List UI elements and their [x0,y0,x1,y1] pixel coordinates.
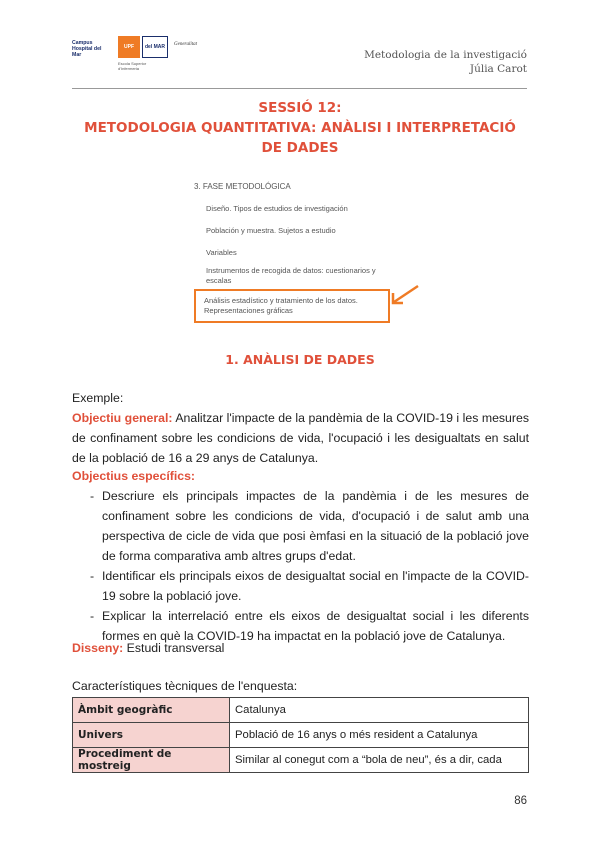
general-objective-label: Objectiu general: [72,411,173,425]
table-value: Similar al conegut com a “bola de neu”, és a dir, cada [230,748,529,773]
section-heading: 1. ANÀLISI DE DADES [225,352,375,367]
list-item: - Descriure els principals impactes de la pandèmia i de les mesures de confinament sobre les condicions de vida, d'ocupació i de salut amb una perspectiva de cicle de vida que posi èmfasi en la situació de la població jove de forma comparativa amb altres grups d'edat. [72,486,529,566]
design-label: Disseny: [72,641,124,655]
design [72,638,529,658]
table-value: Catalunya [230,698,529,723]
header-logos [72,36,232,74]
session-title: SESSIÓ 12: [258,100,342,116]
specific-objectives-label [72,466,529,486]
table-row [73,698,529,723]
author-name: Júlia Carot [469,63,527,75]
table-row [73,723,529,748]
table-row [73,748,529,773]
logo-subtitle: Escola Superior d'Infermeria [118,61,147,71]
hospital-logo: del MAR [142,36,168,58]
page-title [72,98,528,158]
general-objective-text: Analitzar l'impacte de la pandèmia de la COVID-19 i les mesures de confinament sobre les condicions de vida, l'ocupació i les desigualtats en salut de la població de 16 a 29 anys de Catalunya. [72,411,529,465]
table-key: Procediment de mostreig [73,748,230,773]
session-subtitle: METODOLOGIA QUANTITATIVA: ANÀLISI I INTERPRETACIÓ DE DADES [84,120,516,156]
list-item: - Explicar la interrelació entre els eixos de desigualtat social i les diferents formes en què la COVID-19 ha impactat en la població jove de Catalunya. [72,606,529,646]
specific-objectives-list [72,486,529,646]
figure-item: Diseño. Tipos de estudios de investigación [206,204,348,213]
table-caption: Característiques tècniques de l'enquesta: [72,679,298,693]
figure-item-highlighted: Análisis estadístico y tratamiento de los datos. Representaciones gráficas [204,296,358,315]
running-header [364,48,527,76]
generalitat-logo: Generalitat [174,42,198,47]
specific-label: Objectius específics: [72,469,196,483]
design-text: Estudi transversal [123,641,225,655]
general-objective [72,408,529,468]
example-intro: Exemple: [72,391,124,405]
page-number: 86 [514,795,527,807]
methodology-figure [194,182,404,315]
table-key: Àmbit geogràfic [73,698,230,723]
figure-item: Instrumentos de recogida de datos: cuestionarios y escalas [206,266,376,285]
upf-logo: UPF [118,36,140,58]
list-item: - Identificar els principals eixos de desigualtat social en l'impacte de la COVID-19 sobre la població jove. [72,566,529,606]
campus-logo: Campus Hospital del Mar [72,40,102,58]
table-key: Univers [73,723,230,748]
header-divider [72,88,527,89]
figure-heading: 3. FASE METODOLÓGICA [194,182,291,191]
arrow-icon [388,284,422,308]
highlight-box [194,289,390,323]
figure-item: Variables [206,248,237,257]
survey-table [72,697,529,773]
course-name: Metodologia de la investigació [364,49,527,61]
table-value: Població de 16 anys o més resident a Catalunya [230,723,529,748]
figure-item: Población y muestra. Sujetos a estudio [206,226,336,235]
